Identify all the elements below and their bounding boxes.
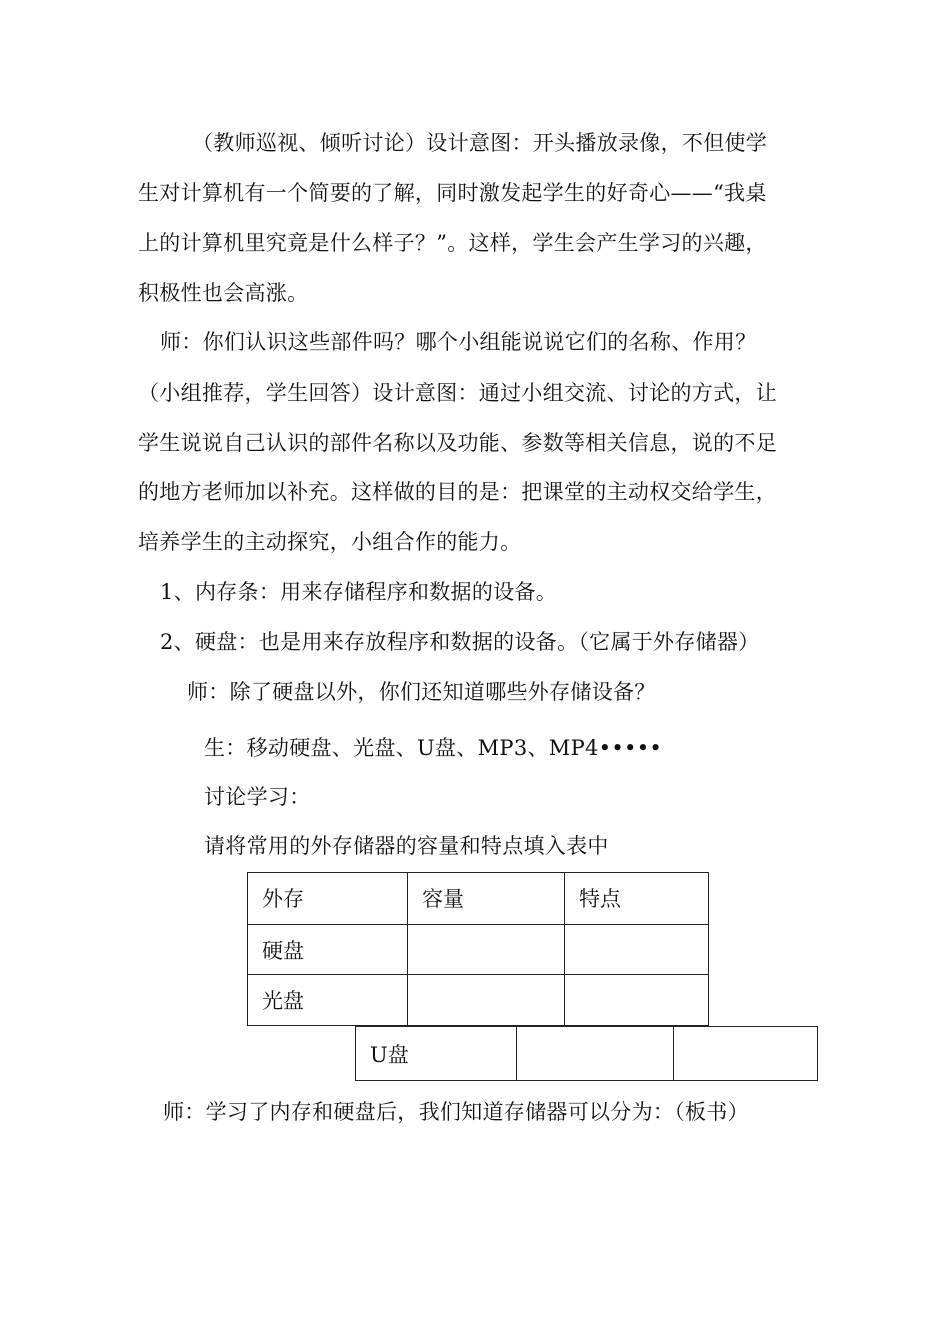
table-row: [248, 925, 709, 975]
paragraph-line: 积极性也会高涨。: [138, 281, 309, 305]
table-cell: [408, 925, 565, 975]
paragraph-line: 学生说说自己认识的部件名称以及功能、参数等相关信息，说的不足: [138, 431, 777, 455]
table-header-cell: 外存: [248, 873, 408, 925]
paragraph-line: 生：移动硬盘、光盘、U盘、MP3、MP4•••••: [204, 736, 663, 760]
list-item: 2、硬盘：也是用来存放程序和数据的设备。（它属于外存储器）: [160, 630, 760, 654]
paragraph-line: 师：学习了内存和硬盘后，我们知道存储器可以分为：（板书）: [163, 1100, 749, 1124]
paragraph-line: 上的计算机里究竟是什么样子？”。这样，学生会产生学习的兴趣，: [138, 231, 767, 255]
storage-table-shifted-row: [355, 1026, 818, 1081]
paragraph-line: 师：你们认识这些部件吗？哪个小组能说说它们的名称、作用？: [160, 330, 757, 354]
storage-table: [247, 872, 709, 1026]
paragraph-line: 的地方老师加以补充。这样做的目的是：把课堂的主动权交给学生，: [138, 480, 777, 504]
paragraph-line: 请将常用的外存储器的容量和特点填入表中: [204, 834, 609, 858]
table-header-cell: 容量: [408, 873, 565, 925]
table-header-row: [248, 873, 709, 925]
paragraph-line: 生对计算机有一个简要的了解，同时激发起学生的好奇心——“我桌: [138, 181, 767, 205]
table-cell: [565, 975, 709, 1026]
table-cell: [565, 925, 709, 975]
table-cell: 硬盘: [248, 925, 408, 975]
table-cell: [517, 1027, 674, 1081]
paragraph-line: 师：除了硬盘以外，你们还知道哪些外存储设备？: [187, 680, 656, 704]
list-item: 1、内存条：用来存储程序和数据的设备。: [160, 580, 558, 604]
table-cell: 光盘: [248, 975, 408, 1026]
table-cell: [408, 975, 565, 1026]
table-cell: U盘: [356, 1027, 517, 1081]
paragraph-line: （小组推荐，学生回答）设计意图：通过小组交流、讨论的方式，让: [138, 381, 777, 405]
table-header-cell: 特点: [565, 873, 709, 925]
paragraph-line: 讨论学习：: [204, 785, 311, 809]
table-cell: [674, 1027, 818, 1081]
paragraph-line: 培养学生的主动探究，小组合作的能力。: [138, 530, 522, 554]
table-row: [356, 1027, 818, 1081]
table-row: [248, 975, 709, 1026]
paragraph-line: （教师巡视、倾听讨论）设计意图：开头播放录像，不但使学: [192, 131, 768, 155]
